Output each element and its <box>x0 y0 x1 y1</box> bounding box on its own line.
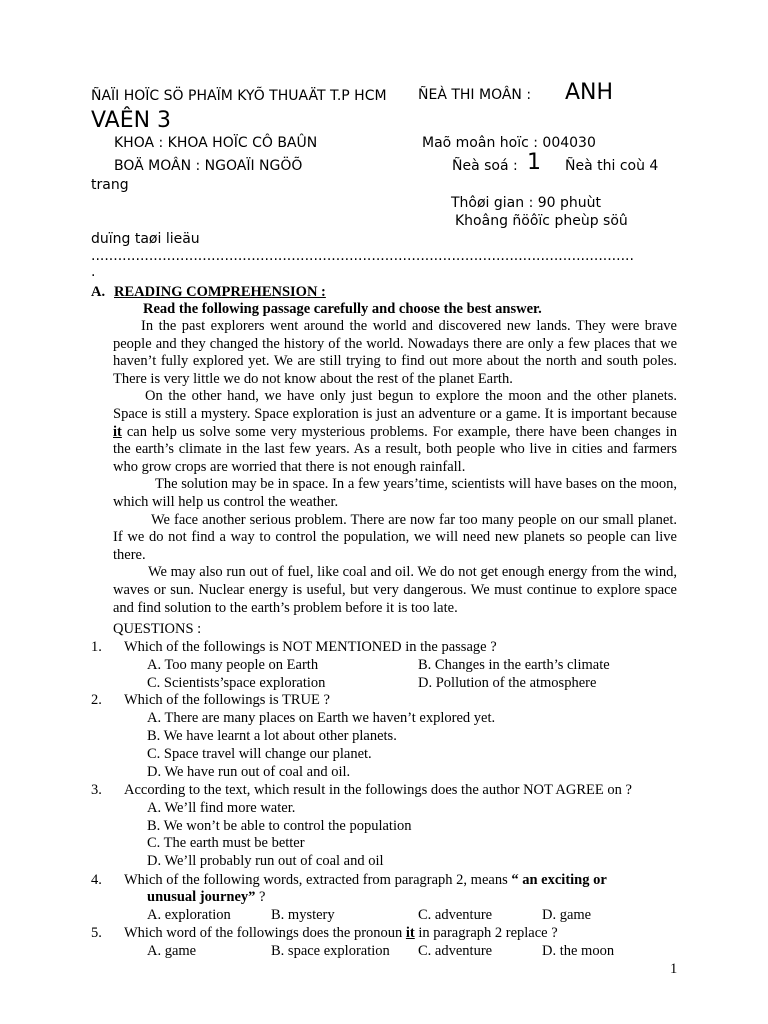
answer-option[interactable]: A. Too many people on Earth <box>147 657 319 673</box>
exam-prefix: ÑEÀ THI MOÂN : <box>418 87 532 103</box>
question-number: 3. <box>91 782 102 798</box>
answer-option[interactable]: D. Pollution of the atmosphere <box>418 675 597 691</box>
answer-option[interactable]: C. The earth must be better <box>147 835 305 851</box>
materials-note: Khoâng ñöôïc pheùp söû <box>455 213 628 229</box>
dotted-separator: .......................................................................................................................... <box>91 248 634 264</box>
page-number: 1 <box>670 961 678 977</box>
questions-label: QUESTIONS : <box>113 621 202 637</box>
school-name: ÑAÏI HOÏC SÖ PHAÏM KYÕ THUAÄT T.P HCM <box>91 88 387 104</box>
section-title <box>114 284 326 301</box>
q4-quote-1: “ an exciting or <box>511 872 607 888</box>
answer-option[interactable]: D. We have run out of coal and oil. <box>147 764 351 780</box>
exam-no-label: Ñeà soá : <box>452 158 518 174</box>
faculty: KHOA : KHOA HOÏC CÔ BAÛN <box>114 135 318 151</box>
answer-option[interactable]: B. mystery <box>271 907 335 923</box>
q5-pronoun-it: it <box>405 925 415 941</box>
q5-text-b: in paragraph 2 replace ? <box>414 925 558 941</box>
question-number: 2. <box>91 692 102 708</box>
question-number: 1. <box>91 639 102 655</box>
answer-option[interactable]: B. We won’t be able to control the population <box>147 818 412 834</box>
p2-part-a: On the other hand, we have only just begun to explore the moon and the other planets. Space is still a mystery. Space exploration is just an adventure or a game. It is important because <box>113 388 677 422</box>
exam-no: 1 <box>527 150 541 175</box>
passage-paragraph-2 <box>113 388 677 476</box>
pronoun-it: it <box>113 423 122 440</box>
subject-part1: ANH <box>565 80 614 105</box>
answer-option[interactable]: B. Changes in the earth’s climate <box>418 657 610 673</box>
p2-part-b: can help us solve some very mysterious problems. For example, there have been changes in the earth’s climate in the last few years. As a result, both people who live in cities and farmers who grow crops are worried that there is not enough rainfall. <box>113 423 677 475</box>
answer-option[interactable]: C. Scientists’space exploration <box>147 675 326 691</box>
q5-text-a: Which word of the followings does the pronoun <box>124 925 406 941</box>
section-instruction: Read the following passage carefully and choose the best answer. <box>143 301 542 317</box>
subject-part2: VAÊN 3 <box>91 108 172 133</box>
answer-option[interactable]: A. exploration <box>147 907 231 923</box>
answer-option[interactable]: C. adventure <box>418 943 493 959</box>
q4-text-end: ? <box>255 889 266 905</box>
passage-paragraph-1: In the past explorers went around the world and discovered new lands. They were brave people and they changed the history of the world. Nowadays there are only a few places that we haven’t fully explored yet. We are still trying to find out more about the north and south poles. There is very little we do not know about the rest of the planet Earth. <box>113 318 677 387</box>
dotted-end: . <box>91 264 96 280</box>
answer-option[interactable]: D. We’ll probably run out of coal and oil <box>147 853 384 869</box>
q4-text-a: Which of the following words, extracted from paragraph 2, means <box>124 872 512 888</box>
question-text <box>124 872 607 889</box>
question-text-cont <box>147 889 265 906</box>
answer-option[interactable]: C. adventure <box>418 907 493 923</box>
answer-option[interactable]: B. space exploration <box>271 943 390 959</box>
answer-option[interactable]: A. We’ll find more water. <box>147 800 296 816</box>
question-text: According to the text, which result in the followings does the author NOT AGREE on ? <box>124 782 632 798</box>
answer-option[interactable]: A. game <box>147 943 197 959</box>
course-code: Maõ moân hoïc : 004030 <box>422 135 596 151</box>
section-title-text: READING COMPREHENSION : <box>114 284 326 300</box>
question-number: 4. <box>91 872 102 888</box>
department: BOÄ MOÂN : NGOAÏI NGÖÕ <box>114 158 303 174</box>
answer-option[interactable]: A. There are many places on Earth we haven’t explored yet. <box>147 710 496 726</box>
question-text: Which of the followings is TRUE ? <box>124 692 330 708</box>
answer-option[interactable]: D. the moon <box>542 943 615 959</box>
passage <box>113 318 677 617</box>
answer-option[interactable]: B. We have learnt a lot about other planets. <box>147 728 397 744</box>
exam-time: Thôøi gian : 90 phuùt <box>451 195 602 211</box>
question-text <box>124 925 558 942</box>
passage-paragraph-4: We face another serious problem. There are now far too many people on our small planet. If we do not find a way to control the population, we will need new planets so people can live there. <box>113 511 677 563</box>
passage-paragraph-3: The solution may be in space. In a few years’time, scientists will have bases on the moon, which will help us control the weather. <box>113 476 677 510</box>
question-number: 5. <box>91 925 102 941</box>
answer-option[interactable]: C. Space travel will change our planet. <box>147 746 372 762</box>
answer-option[interactable]: D. game <box>542 907 592 923</box>
materials-note-cont: duïng taøi lieäu <box>91 231 200 247</box>
pages-text: Ñeà thi coù 4 <box>565 158 659 174</box>
pages-unit: trang <box>91 177 129 193</box>
section-letter: A. <box>91 284 106 300</box>
q4-quote-2: unusual journey” <box>147 889 256 905</box>
question-text: Which of the followings is NOT MENTIONED in the passage ? <box>124 639 497 655</box>
passage-paragraph-5: We may also run out of fuel, like coal and oil. We do not get enough energy from the wind, waves or sun. Nuclear energy is useful, but very dangerous. We must continue to explore space and find solution to the earth’s problem before it is too late. <box>113 564 677 616</box>
